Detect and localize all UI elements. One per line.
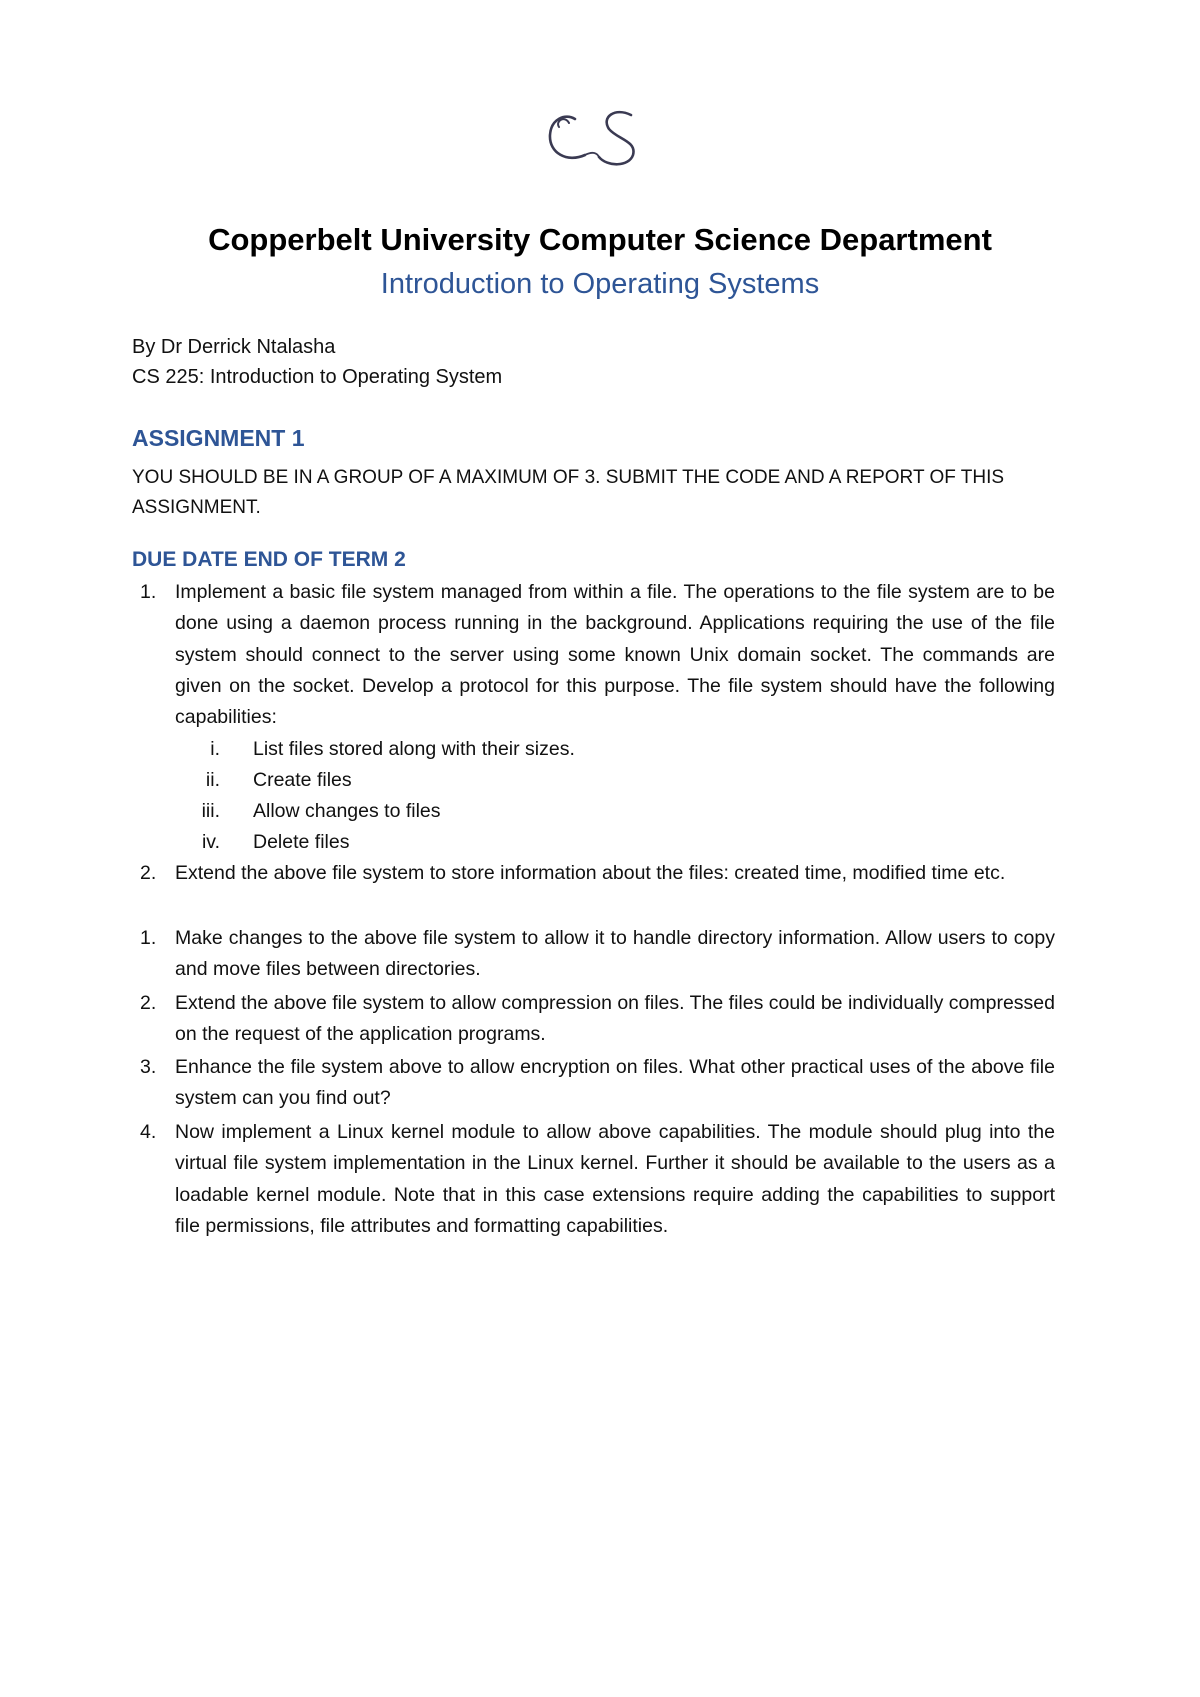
assignment-heading: ASSIGNMENT 1 [132, 425, 305, 451]
course-line: CS 225: Introduction to Operating System [132, 366, 503, 388]
list-item-number: 2. [140, 862, 157, 884]
list-item-number: 3. [140, 1056, 157, 1078]
sub-item-text: Create files [253, 769, 352, 791]
author-line: By Dr Derrick Ntalasha [132, 336, 336, 358]
list-item-text: Make changes to the above file system to allow it to handle directory information. Allow users to copy and move files between directories. [175, 927, 1055, 981]
list-item-number: 1. [140, 581, 157, 603]
cs-logo [545, 105, 660, 175]
course-subtitle: Introduction to Operating Systems [380, 268, 820, 300]
list-item-number: 4. [140, 1121, 157, 1143]
list-item-text: Extend the above file system to allow compression on files. The files could be individually compressed on the request of the application programs. [175, 992, 1055, 1046]
sub-item-text: List files stored along with their sizes. [253, 738, 575, 760]
sub-item-numeral: iv. [201, 831, 220, 853]
sub-item-text: Delete files [253, 831, 350, 853]
sub-item-numeral: iii. [201, 800, 220, 822]
list-item-text: Extend the above file system to store information about the files: created time, modified time etc. [175, 862, 1006, 884]
due-date-heading: DUE DATE END OF TERM 2 [132, 548, 406, 571]
sub-item-text: Allow changes to files [253, 800, 441, 822]
list-item-number: 1. [140, 927, 157, 949]
sub-item-numeral: ii. [205, 769, 220, 791]
page-title: Copperbelt University Computer Science Department [208, 222, 992, 257]
sub-item-numeral: i. [210, 738, 220, 760]
list-item-number: 2. [140, 992, 157, 1014]
list-item-text: Enhance the file system above to allow encryption on files. What other practical uses of the above file system can you find out? [175, 1056, 1055, 1110]
list-item-text: Now implement a Linux kernel module to allow above capabilities. The module should plug into the virtual file system implementation in the Linux kernel. Further it should be available to the users as a loadable kernel module. Note that in this case extensions require adding the capabilities to support file permissions, file attributes and formatting capabilities. [175, 1121, 1055, 1237]
assignment-instructions: YOU SHOULD BE IN A GROUP OF A MAXIMUM OF 3. SUBMIT THE CODE AND A REPORT OF THIS ASSIGNMENT. [132, 467, 1005, 518]
list-item-text: Implement a basic file system managed from within a file. The operations to the file system are to be done using a daemon process running in the background. Applications requiring the use of the file system should connect to the server using some known Unix domain socket. The commands are given on the socket. Develop a protocol for this purpose. The file system should have the following capabilities: [175, 581, 1055, 729]
